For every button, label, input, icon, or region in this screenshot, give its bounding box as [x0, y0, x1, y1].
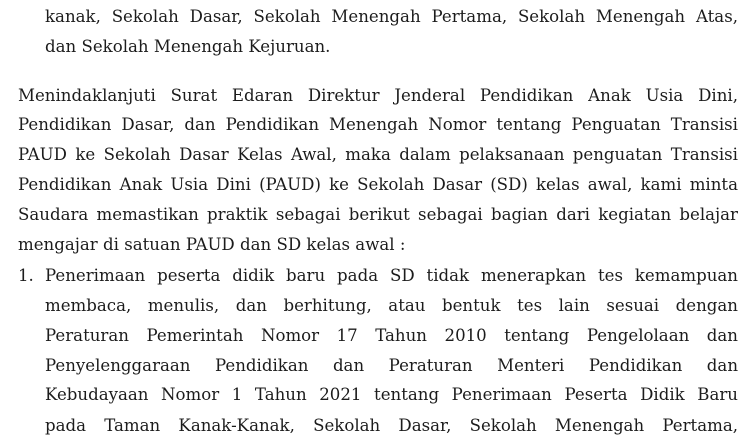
text-line: Penerimaan peserta didik baru pada SD tidak menerapkan tes kemampuan [45, 266, 738, 285]
text-line: Kebudayaan Nomor 1 Tahun 2021 tentang Penerimaan Peserta Didik Baru [45, 385, 738, 404]
text-line: membaca, menulis, dan berhitung, atau bentuk tes lain sesuai dengan [45, 296, 738, 315]
text-line: Peraturan Pemerintah Nomor 17 Tahun 2010 tentang Pengelolaan dan [45, 326, 738, 345]
text-line: dan Sekolah Menengah Kejuruan. [45, 37, 331, 56]
text-line: Pendidikan Anak Usia Dini (PAUD) ke Sekolah Dasar (SD) kelas awal, kami minta [18, 175, 738, 194]
text-line: Penyelenggaraan Pendidikan dan Peraturan Menteri Pendidikan dan [45, 356, 738, 375]
text-line: PAUD ke Sekolah Dasar Kelas Awal, maka dalam pelaksanaan penguatan Transisi [18, 145, 738, 164]
text-line: pada Taman Kanak-Kanak, Sekolah Dasar, Sekolah Menengah Pertama, [45, 416, 738, 435]
text-line: Menindaklanjuti Surat Edaran Direktur Jenderal Pendidikan Anak Usia Dini, [18, 86, 738, 105]
text-line: Saudara memastikan praktik sebagai berikut sebagai bagian dari kegiatan belajar [18, 205, 738, 224]
text-line: mengajar di satuan PAUD dan SD kelas awal : [18, 235, 406, 254]
text-line: kanak, Sekolah Dasar, Sekolah Menengah Pertama, Sekolah Menengah Atas, [45, 7, 738, 26]
text-line: Pendidikan Dasar, dan Pendidikan Menengah Nomor tentang Penguatan Transisi [18, 115, 738, 134]
list-number: 1. [18, 266, 34, 285]
